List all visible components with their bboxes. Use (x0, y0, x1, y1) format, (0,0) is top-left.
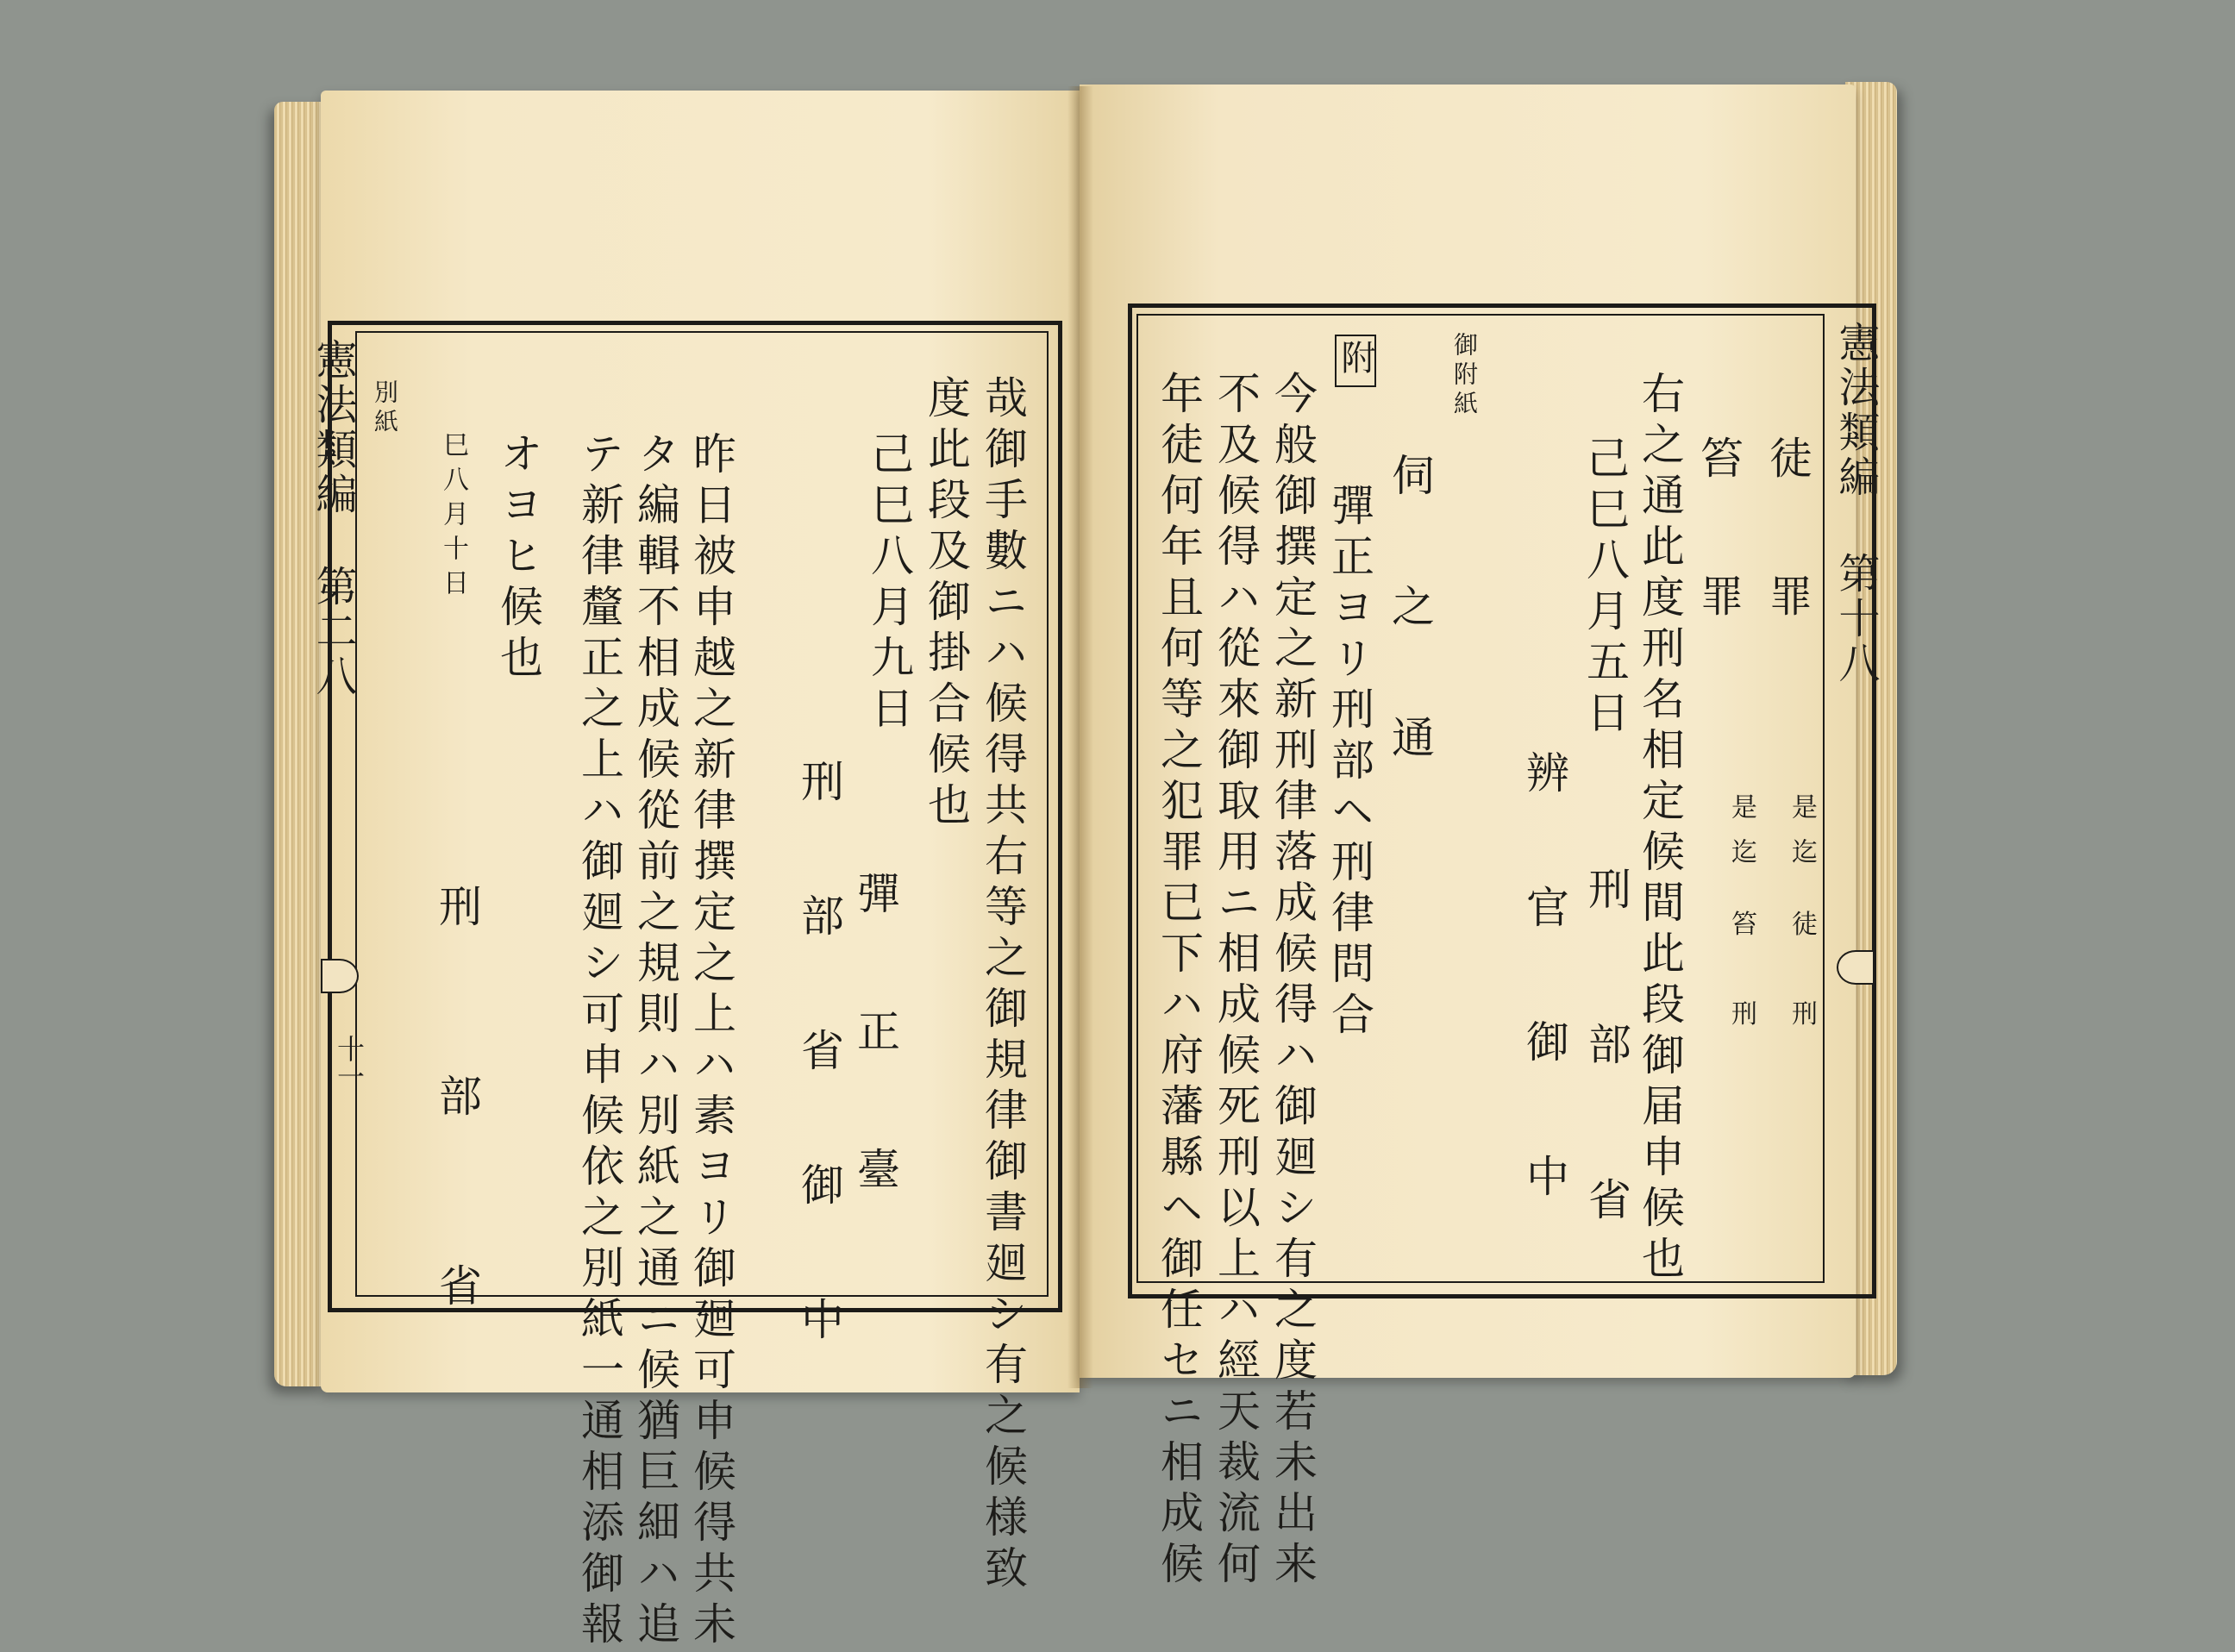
left-col-9: オヨヒ候也 (493, 431, 543, 685)
left-col-8: テ新律釐正之上ハ御廻シ可申候依之別紙一通相添御報 (574, 431, 624, 1652)
right-col-6: 己巳八月五日 (1580, 435, 1630, 741)
right-spine-chapter: 第十八 (1831, 552, 1880, 686)
right-col-11 (1335, 335, 1376, 387)
left-col-1: 哉御手數ニハ候得共右等之御規律御書廻シ有之候様致 (978, 375, 1028, 1596)
right-col-5: 右之通此度刑名相定候間此段御届申候也 (1635, 371, 1685, 1286)
left-col-4: 彈 正 臺 (850, 871, 900, 1216)
left-spine-title: 憲法類編 (309, 338, 357, 517)
right-col-8: 刑 部 省 (1581, 867, 1631, 1255)
right-col-15: 年徒何年且何等之犯罪已下ハ府藩縣ヘ御任セニ相成候 (1154, 371, 1204, 1592)
left-col-2: 度此段及御掛合候也 (921, 375, 971, 833)
right-col-3: 是迄 徒 刑 (1787, 793, 1817, 1045)
left-col-6: 昨日被申越之新律撰定之上ハ素ヨリ御廻可申候得共未 (686, 431, 736, 1652)
left-page-stack (274, 102, 326, 1386)
right-col-13: 今般御撰定之新刑律落成候得ハ御廻シ有之度若未出来 (1268, 371, 1318, 1592)
right-col-1: 徒 罪 (1762, 435, 1812, 642)
right-col-2: 笞 罪 (1693, 435, 1744, 642)
right-col-9: 御附紙 (1450, 332, 1479, 420)
right-col-14: 不及候得ハ從來御取用ニ相成候死刑以上ハ經天裁流何 (1211, 371, 1261, 1592)
left-col-3: 己巳八月九日 (864, 431, 914, 736)
right-col-12: 彈正ヨリ刑部ヘ刑律問合 (1324, 483, 1374, 1042)
left-fold-mark (321, 959, 359, 993)
right-fold-mark (1837, 950, 1875, 985)
right-col-4: 是迄 笞 刑 (1726, 793, 1756, 1045)
left-col-5: 刑 部 省 御 中 (794, 759, 844, 1364)
left-col-11: 刑 部 省 (432, 884, 482, 1358)
book-gutter (1067, 86, 1093, 1388)
left-spine-chapter: 第二八 (309, 565, 357, 699)
left-col-10: 巳八月十日 (438, 431, 468, 604)
left-page-number: 十一 (333, 1035, 366, 1090)
left-col-7: タ編輯不相成候從前之規則ハ別紙之通ニ候猶巨細ハ追 (630, 431, 680, 1652)
left-col-12: 別紙 (371, 379, 399, 438)
right-spine-title: 憲法類編 (1831, 321, 1880, 500)
right-col-10: 伺 之 通 (1385, 453, 1435, 780)
appendix-label: 附 (1335, 335, 1376, 387)
right-col-7: 辨 官 御 中 (1519, 750, 1569, 1221)
